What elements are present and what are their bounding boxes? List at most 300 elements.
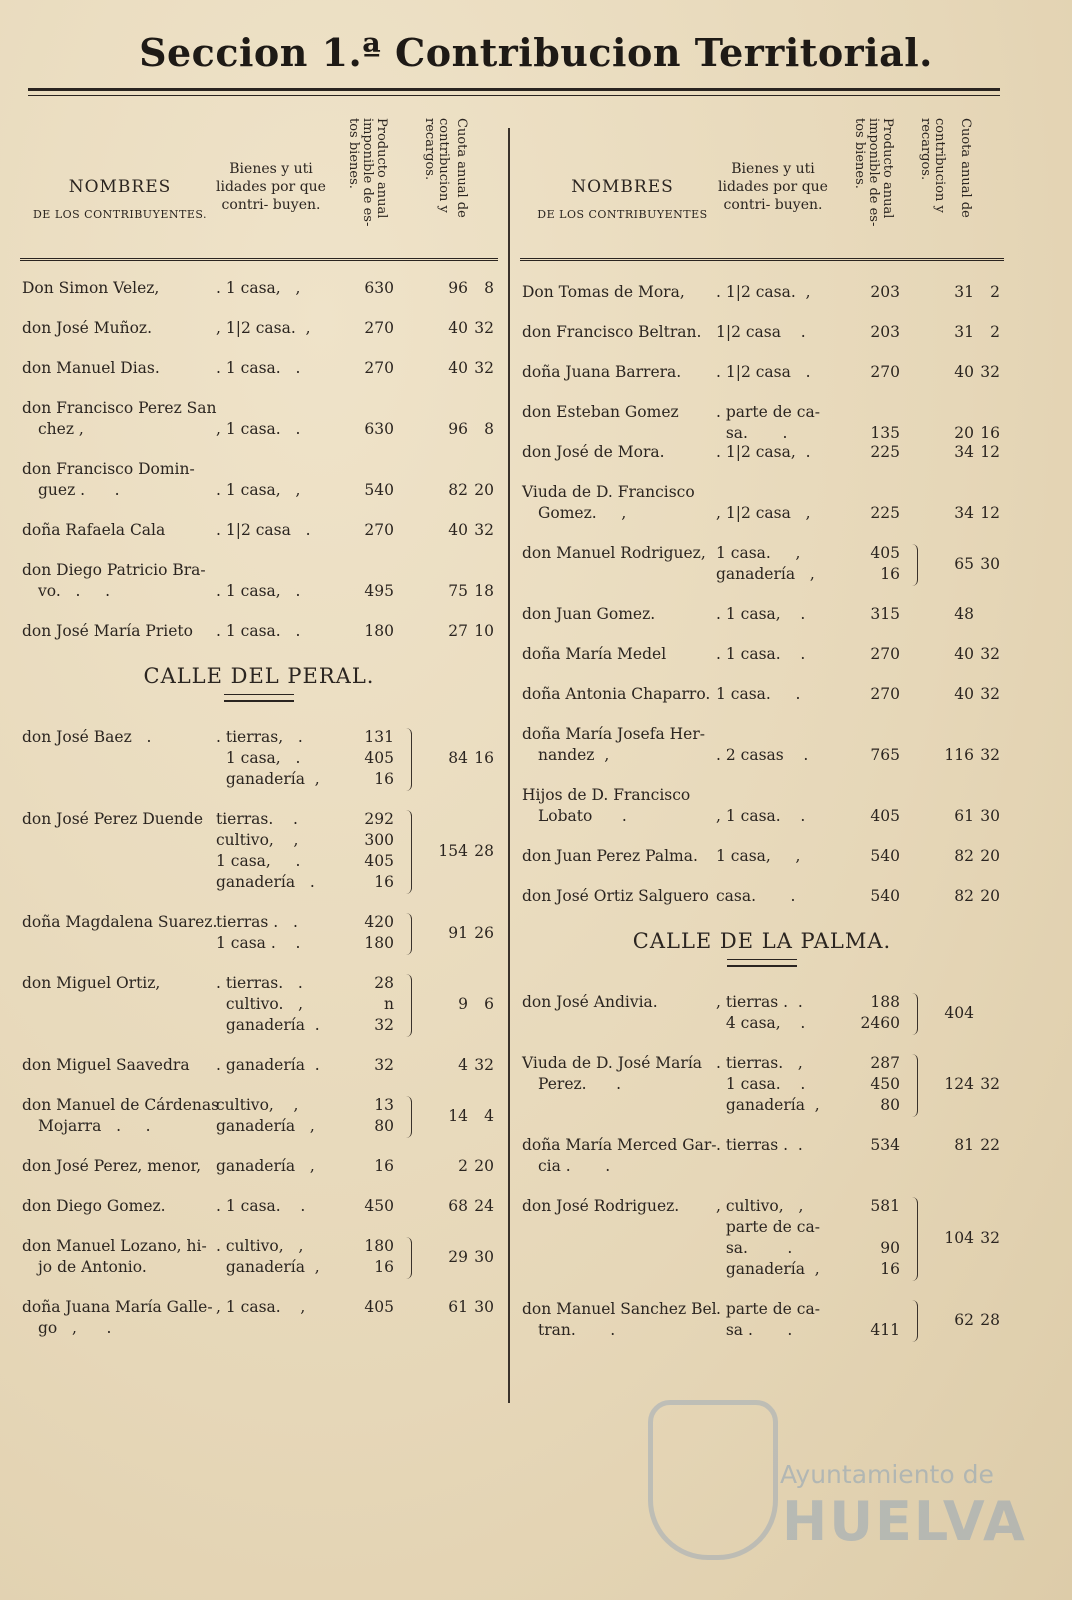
- quota-fraction: 32: [980, 363, 1000, 381]
- taxable-product: 203: [870, 283, 900, 301]
- quota-fraction: 16: [980, 424, 1000, 442]
- table-row: [520, 1197, 1004, 1300]
- quota-fraction: 32: [980, 1075, 1000, 1093]
- table-row: [20, 1197, 498, 1237]
- quota-fraction: 20: [474, 1157, 494, 1175]
- property-type: . 1|2 casa, .: [716, 443, 811, 461]
- quota-fraction: 32: [474, 521, 494, 539]
- taxable-product: 270: [870, 645, 900, 663]
- taxable-product: 540: [870, 847, 900, 865]
- quota-fraction: 2: [990, 323, 1000, 341]
- contributor-name: Hijos de D. Francisco: [522, 786, 691, 804]
- brace-icon: [404, 974, 412, 1037]
- quota-fraction: 4: [484, 1107, 494, 1125]
- contributor-name: don Diego Gomez.: [22, 1197, 166, 1215]
- table-row: [520, 544, 1004, 605]
- quota-fraction: 32: [980, 746, 1000, 764]
- contributor-name-cont: chez ,: [38, 420, 84, 438]
- property-type: . parte de ca-: [716, 403, 820, 421]
- right-table-header: [520, 118, 1004, 261]
- property-type: . 1 casa. .: [216, 1197, 306, 1215]
- contributor-name-cont: Perez. .: [538, 1075, 622, 1093]
- section-title: CALLE DE LA PALMA.: [632, 929, 892, 953]
- table-row: [520, 887, 1004, 927]
- property-type: ganadería ,: [216, 1117, 315, 1135]
- property-type: ganadería ,: [716, 565, 815, 583]
- taxable-product: 28: [374, 974, 394, 992]
- quota-fraction: 8: [484, 420, 494, 438]
- quota-value: 154: [438, 842, 468, 860]
- property-type: cultivo, ,: [216, 1096, 299, 1114]
- table-row: [520, 283, 1004, 323]
- contributor-name-cont: Gomez. ,: [538, 504, 627, 522]
- contributor-name: don Miguel Saavedra: [22, 1056, 190, 1074]
- quota-value: 68: [448, 1197, 468, 1215]
- quota-fraction: 20: [980, 847, 1000, 865]
- taxable-product: 16: [374, 770, 394, 788]
- contributor-name: Don Tomas de Mora,: [522, 283, 685, 301]
- page-title: Seccion 1.ª Contribucion Territorial.: [139, 30, 933, 75]
- property-type: . 1 casa, ,: [216, 481, 301, 499]
- quota-value: 29: [448, 1248, 468, 1266]
- section-heading: [520, 927, 1004, 993]
- quota-fraction: 26: [474, 924, 494, 942]
- property-type: tierras. .: [216, 810, 298, 828]
- property-type: . 1 casa, .: [216, 582, 301, 600]
- taxable-product: 16: [374, 1258, 394, 1276]
- property-type: . cultivo, ,: [216, 1237, 304, 1255]
- taxable-product: 32: [374, 1056, 394, 1074]
- contributor-name-cont: tran. .: [538, 1321, 616, 1339]
- watermark-seal: [648, 1400, 778, 1560]
- taxable-product: 405: [364, 852, 394, 870]
- table-row: [520, 847, 1004, 887]
- property-type: . tierras . .: [716, 1136, 803, 1154]
- contributor-name: don José María Prieto: [22, 622, 193, 640]
- quota-fraction: 32: [474, 1056, 494, 1074]
- contributor-name: doña María Medel: [522, 645, 667, 663]
- table-row: [20, 460, 498, 521]
- taxable-product: 90: [880, 1239, 900, 1257]
- quota-fraction: 32: [474, 359, 494, 377]
- bienes-header: Bienes y uti lidades por que contri- buyen.: [718, 161, 828, 213]
- right-rows: [520, 283, 1004, 1361]
- quota-value: 75: [448, 582, 468, 600]
- property-type: . 1 casa. .: [216, 359, 301, 377]
- taxable-product: 540: [364, 481, 394, 499]
- quota-value: 91: [448, 924, 468, 942]
- taxable-product: 540: [870, 887, 900, 905]
- left-table-header: [20, 118, 498, 261]
- contributor-name: don José Muñoz.: [22, 319, 153, 337]
- table-row: [520, 685, 1004, 725]
- taxable-product: 411: [870, 1321, 900, 1339]
- property-type: ganadería ,: [716, 1096, 820, 1114]
- taxable-product: 450: [364, 1197, 394, 1215]
- property-type: 1 casa, .: [216, 852, 301, 870]
- property-type: . tierras, .: [216, 728, 303, 746]
- quota-value: 124: [944, 1075, 974, 1093]
- contributor-name: doña Juana Barrera.: [522, 363, 682, 381]
- contributor-name-cont: guez . .: [38, 481, 120, 499]
- quota-value: 34: [954, 504, 974, 522]
- recargos-header: contribucion y recargos.: [918, 118, 947, 213]
- taxable-product: 188: [870, 993, 900, 1011]
- table-row: [20, 279, 498, 319]
- property-type: 1 casa, .: [216, 749, 301, 767]
- quota-fraction: 10: [474, 622, 494, 640]
- title-rule: [28, 88, 1000, 91]
- brace-icon: [910, 1054, 918, 1117]
- cuota-header: Cuota anual de: [958, 118, 973, 218]
- contributor-name: don José Perez, menor,: [22, 1157, 202, 1175]
- contributor-name: Viuda de D. José María: [522, 1054, 703, 1072]
- taxable-product: 270: [870, 363, 900, 381]
- table-row: [520, 993, 1004, 1054]
- table-row: [20, 974, 498, 1056]
- property-type: ganadería .: [216, 873, 315, 891]
- taxable-product: 630: [364, 420, 394, 438]
- taxable-product: 405: [870, 807, 900, 825]
- quota-value: 40: [448, 359, 468, 377]
- quota-fraction: 32: [980, 1229, 1000, 1247]
- quota-value: 34: [954, 443, 974, 461]
- contributor-name: doña María Josefa Her-: [522, 725, 705, 743]
- quota-fraction: 32: [980, 685, 1000, 703]
- quota-fraction: 8: [484, 279, 494, 297]
- table-row: [20, 1096, 498, 1157]
- quota-value: 20: [954, 424, 974, 442]
- quota-value: 96: [448, 279, 468, 297]
- contributor-name: Viuda de D. Francisco: [522, 483, 695, 501]
- quota-value: 96: [448, 420, 468, 438]
- quota-fraction: 18: [474, 582, 494, 600]
- taxable-product: 131: [364, 728, 394, 746]
- table-row: [520, 1300, 1004, 1361]
- brace-icon: [404, 728, 412, 791]
- quota-value: 31: [954, 283, 974, 301]
- property-type: 1 casa. .: [716, 1075, 806, 1093]
- contributor-name: don Juan Gomez.: [522, 605, 656, 623]
- table-row: [20, 810, 498, 913]
- quota-value: 404: [944, 1004, 974, 1022]
- quota-value: 82: [954, 887, 974, 905]
- title-rule-thin: [28, 95, 1000, 96]
- contributor-name: don José de Mora.: [522, 443, 665, 461]
- table-row: [20, 399, 498, 460]
- column-divider: [508, 128, 510, 1403]
- quota-value: 104: [944, 1229, 974, 1247]
- taxable-product: 292: [364, 810, 394, 828]
- quota-fraction: 2: [990, 283, 1000, 301]
- contributor-name: doña María Merced Gar-: [522, 1136, 717, 1154]
- property-type: ganadería ,: [216, 770, 320, 788]
- taxable-product: 450: [870, 1075, 900, 1093]
- quota-value: 65: [954, 555, 974, 573]
- contributor-name: don Esteban Gomez: [522, 403, 679, 421]
- taxable-product: 203: [870, 323, 900, 341]
- contributor-name: don Manuel Lozano, hi-: [22, 1237, 207, 1255]
- taxable-product: 270: [364, 521, 394, 539]
- taxable-product: 630: [364, 279, 394, 297]
- contributor-name: don Miguel Ortiz,: [22, 974, 161, 992]
- left-column: [20, 118, 498, 1359]
- property-type: cultivo. ,: [216, 995, 304, 1013]
- section-rule: [224, 694, 294, 702]
- taxable-product: 270: [364, 319, 394, 337]
- property-type: . 1|2 casa .: [716, 363, 811, 381]
- names-header: NOMBRES DE LOS CONTRIBUYENTES.: [32, 177, 207, 221]
- quota-value: 27: [448, 622, 468, 640]
- taxable-product: n: [384, 995, 394, 1013]
- quota-fraction: 28: [474, 842, 494, 860]
- quota-value: 2: [458, 1157, 468, 1175]
- taxable-product: 405: [364, 1298, 394, 1316]
- table-row: [520, 363, 1004, 403]
- quota-value: 40: [954, 363, 974, 381]
- contributor-name: don José Baez .: [22, 728, 152, 746]
- contributor-name: don Manuel Rodriguez,: [522, 544, 706, 562]
- property-type: . tierras. .: [216, 974, 303, 992]
- contributor-name: don Manuel Dias.: [22, 359, 160, 377]
- taxable-product: 16: [880, 1260, 900, 1278]
- section-heading: [20, 662, 498, 728]
- quota-fraction: 30: [474, 1248, 494, 1266]
- brace-icon: [910, 1300, 918, 1342]
- property-type: 4 casa, .: [716, 1014, 806, 1032]
- quota-value: 84: [448, 749, 468, 767]
- table-row: [520, 786, 1004, 847]
- taxable-product: 315: [870, 605, 900, 623]
- contributor-name: don José Perez Duende: [22, 810, 204, 828]
- property-type: , 1 casa. ,: [216, 1298, 306, 1316]
- contributor-name-cont: Mojarra . .: [38, 1117, 151, 1135]
- table-row: [520, 645, 1004, 685]
- quota-value: 61: [448, 1298, 468, 1316]
- taxable-product: 287: [870, 1054, 900, 1072]
- property-type: . 1|2 casa .: [216, 521, 311, 539]
- quota-fraction: 32: [474, 319, 494, 337]
- contributor-name: don José Rodriguez.: [522, 1197, 680, 1215]
- taxable-product: 16: [880, 565, 900, 583]
- property-type: , tierras . .: [716, 993, 803, 1011]
- property-type: 1 casa . .: [216, 934, 301, 952]
- contributor-name: don Diego Patricio Bra-: [22, 561, 206, 579]
- quota-fraction: 30: [980, 555, 1000, 573]
- brace-icon: [404, 1237, 412, 1279]
- taxable-product: 180: [364, 622, 394, 640]
- producto-header: Producto anual imponible de es- tos bienes.: [852, 118, 895, 227]
- left-rows: [20, 279, 498, 1359]
- taxable-product: 765: [870, 746, 900, 764]
- table-row: [20, 359, 498, 399]
- names-header: NOMBRES DE LOS CONTRIBUYENTES: [537, 177, 708, 221]
- section-title: CALLE DEL PERAL.: [143, 664, 375, 688]
- quota-value: 9: [458, 995, 468, 1013]
- quota-fraction: 22: [980, 1136, 1000, 1154]
- contributor-name: don José Andivia.: [522, 993, 658, 1011]
- quota-fraction: 12: [980, 504, 1000, 522]
- table-row: [20, 561, 498, 622]
- brace-icon: [404, 913, 412, 955]
- table-row: [520, 483, 1004, 544]
- quota-fraction: 30: [474, 1298, 494, 1316]
- quota-value: 40: [448, 521, 468, 539]
- quota-value: 82: [954, 847, 974, 865]
- quota-fraction: 32: [980, 645, 1000, 663]
- property-type: 1|2 casa .: [716, 323, 806, 341]
- contributor-name: Don Simon Velez,: [22, 279, 160, 297]
- contributor-name-cont: cia . .: [538, 1157, 611, 1175]
- taxable-product: 534: [870, 1136, 900, 1154]
- taxable-product: 581: [870, 1197, 900, 1215]
- property-type: , cultivo, ,: [716, 1197, 804, 1215]
- contributor-name: doña Rafaela Cala: [22, 521, 166, 539]
- property-type: sa. .: [716, 1239, 793, 1257]
- contributor-name: don Francisco Beltran.: [522, 323, 702, 341]
- taxable-product: 225: [870, 443, 900, 461]
- recargos-header: contribucion y recargos.: [422, 118, 451, 213]
- contributor-name-cont: Lobato .: [538, 807, 627, 825]
- brace-icon: [910, 544, 918, 586]
- table-row: [520, 725, 1004, 786]
- taxable-product: 180: [364, 934, 394, 952]
- property-type: ganadería ,: [216, 1258, 320, 1276]
- brace-icon: [404, 1096, 412, 1138]
- property-type: tierras . .: [216, 913, 298, 931]
- property-type: . ganadería .: [216, 1056, 320, 1074]
- table-row: [520, 1054, 1004, 1136]
- table-row: [520, 323, 1004, 363]
- table-row: [20, 521, 498, 561]
- property-type: . parte de ca-: [716, 1300, 820, 1318]
- taxable-product: 420: [364, 913, 394, 931]
- property-type: casa. .: [716, 887, 796, 905]
- contributor-name: doña Magdalena Suarez.: [22, 913, 218, 931]
- quota-value: 40: [954, 685, 974, 703]
- property-type: , 1 casa. .: [216, 420, 301, 438]
- table-row: [20, 1237, 498, 1298]
- right-column: [520, 118, 1004, 1361]
- contributor-name: don Juan Perez Palma.: [522, 847, 698, 865]
- quota-value: 40: [954, 645, 974, 663]
- taxable-product: 300: [364, 831, 394, 849]
- watermark-text: Ayuntamiento de: [780, 1460, 994, 1489]
- quota-value: 116: [944, 746, 974, 764]
- quota-value: 82: [448, 481, 468, 499]
- property-type: , 1|2 casa. ,: [216, 319, 311, 337]
- table-row: [20, 1056, 498, 1096]
- table-row: [520, 605, 1004, 645]
- property-type: 1 casa, ,: [716, 847, 801, 865]
- property-type: , 1 casa. .: [716, 807, 806, 825]
- quota-fraction: 24: [474, 1197, 494, 1215]
- contributor-name: don Francisco Domin-: [22, 460, 195, 478]
- taxable-product: 405: [870, 544, 900, 562]
- taxable-product: 180: [364, 1237, 394, 1255]
- table-row: [20, 622, 498, 662]
- contributor-name-cont: vo. . .: [38, 582, 111, 600]
- quota-fraction: 12: [980, 443, 1000, 461]
- contributor-name-cont: go , .: [38, 1319, 112, 1337]
- property-type: ganadería .: [216, 1016, 320, 1034]
- property-type: . 1 casa. .: [216, 622, 301, 640]
- producto-header: Producto anual imponible de es- tos bienes.: [346, 118, 389, 227]
- taxable-product: 80: [374, 1117, 394, 1135]
- quota-value: 40: [448, 319, 468, 337]
- taxable-product: 2460: [860, 1014, 900, 1032]
- taxable-product: 135: [870, 424, 900, 442]
- property-type: 1 casa. ,: [716, 544, 801, 562]
- taxable-product: 80: [880, 1096, 900, 1114]
- contributor-name: doña Juana María Galle-: [22, 1298, 213, 1316]
- taxable-product: 13: [374, 1096, 394, 1114]
- quota-value: 14: [448, 1107, 468, 1125]
- brace-icon: [910, 1197, 918, 1281]
- brace-icon: [404, 810, 412, 894]
- contributor-name: don José Ortiz Salguero: [522, 887, 709, 905]
- property-type: , 1|2 casa ,: [716, 504, 811, 522]
- quota-value: 31: [954, 323, 974, 341]
- quota-fraction: 28: [980, 1311, 1000, 1329]
- bienes-header: Bienes y uti lidades por que contri- buyen.: [216, 161, 326, 213]
- brace-icon: [910, 993, 918, 1035]
- table-row: [520, 1136, 1004, 1197]
- table-row: [20, 319, 498, 359]
- contributor-name-cont: nandez ,: [538, 746, 610, 764]
- taxable-product: 225: [870, 504, 900, 522]
- quota-value: 81: [954, 1136, 974, 1154]
- taxable-product: 16: [374, 1157, 394, 1175]
- contributor-name: doña Antonia Chaparro.: [522, 685, 711, 703]
- property-type: . 1 casa, ,: [216, 279, 301, 297]
- section-rule: [727, 959, 797, 967]
- taxable-product: 495: [364, 582, 394, 600]
- cuota-header: Cuota anual de: [454, 118, 469, 218]
- taxable-product: 270: [870, 685, 900, 703]
- quota-value: 4: [458, 1056, 468, 1074]
- quota-value: 61: [954, 807, 974, 825]
- property-type: . 2 casas .: [716, 746, 809, 764]
- contributor-name: don Manuel Sanchez Bel: [522, 1300, 717, 1318]
- property-type: ganadería ,: [216, 1157, 315, 1175]
- contributor-name: don Manuel de Cárdenas: [22, 1096, 220, 1114]
- quota-value: 48: [954, 605, 974, 623]
- quota-fraction: 30: [980, 807, 1000, 825]
- table-row: [20, 1157, 498, 1197]
- property-type: . tierras. ,: [716, 1054, 803, 1072]
- property-type: . 1 casa, .: [716, 605, 806, 623]
- property-type: ganadería ,: [716, 1260, 820, 1278]
- contributor-name-cont: jo de Antonio.: [38, 1258, 147, 1276]
- property-type: sa . .: [716, 1321, 793, 1339]
- watermark-logo-text: HUELVA: [782, 1490, 1027, 1553]
- quota-value: 62: [954, 1311, 974, 1329]
- table-row: [520, 403, 1004, 443]
- property-type: cultivo, ,: [216, 831, 299, 849]
- quota-fraction: 6: [484, 995, 494, 1013]
- taxable-product: 32: [374, 1016, 394, 1034]
- quota-fraction: 20: [980, 887, 1000, 905]
- table-row: [20, 913, 498, 974]
- property-type: . 1|2 casa. ,: [716, 283, 811, 301]
- property-type: . 1 casa. .: [716, 645, 806, 663]
- taxable-product: 270: [364, 359, 394, 377]
- table-row: [520, 443, 1004, 483]
- table-row: [20, 728, 498, 810]
- taxable-product: 16: [374, 873, 394, 891]
- contributor-name: don Francisco Perez San: [22, 399, 217, 417]
